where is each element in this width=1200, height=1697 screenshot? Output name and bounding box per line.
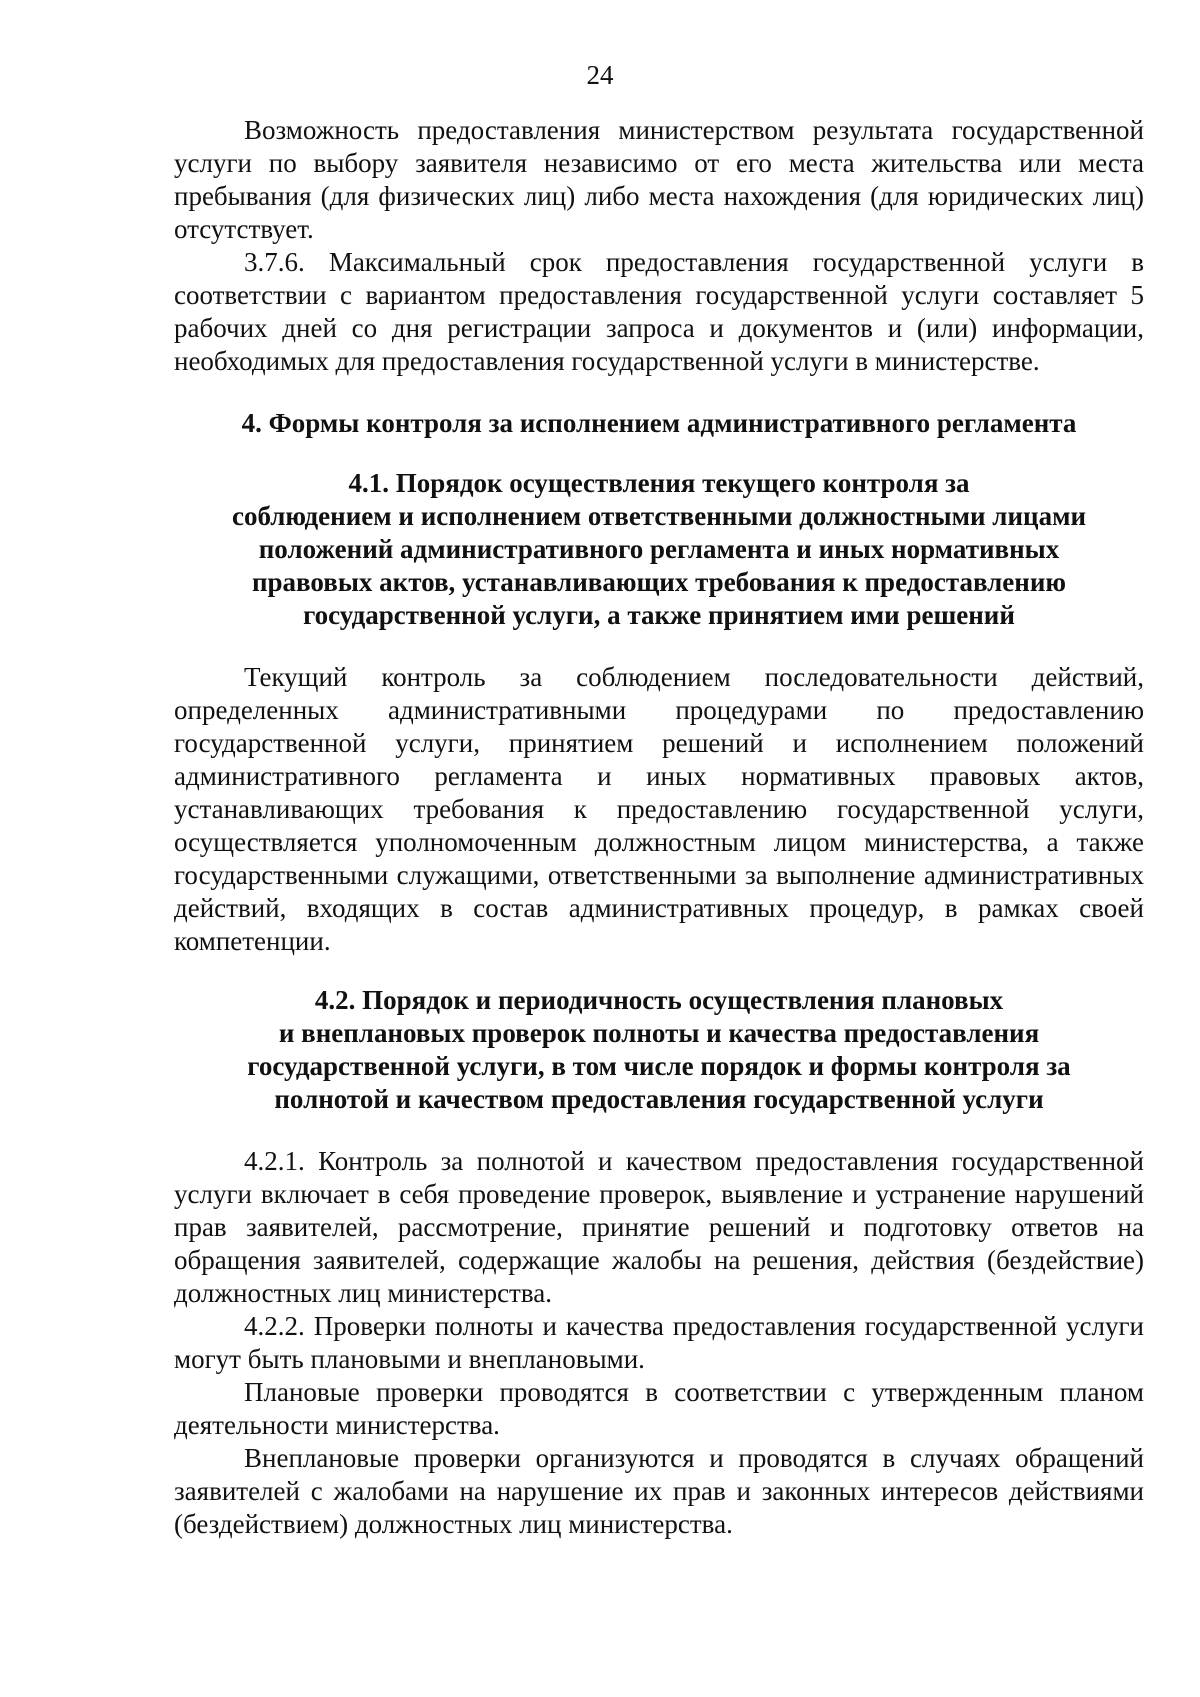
paragraph-unplanned-checks: Внеплановые проверки организуются и проводятся в случаях обращений заявителей с жалобами на нарушение их прав и законных интересов действиями (бездействием) должностных лиц министерства. bbox=[174, 1443, 1144, 1539]
heading-line: 4.1. Порядок осуществления текущего контроля за bbox=[348, 468, 970, 498]
heading-line: правовых актов, устанавливающих требования к предоставлению bbox=[251, 567, 1067, 597]
document-body bbox=[174, 114, 1144, 1541]
heading-line: 4.2. Порядок и периодичность осуществления плановых bbox=[314, 985, 1004, 1015]
paragraph-4-2-1: 4.2.1. Контроль за полнотой и качеством предоставления государственной услуги включает в себя проведение проверок, выявление и устранение нарушений прав заявителей, рассмотрение, принятие решений и подготовку ответов на обращения заявителей, содержащие жалобы на решения, действия (бездействие) должностных лиц министерства. bbox=[174, 1146, 1144, 1308]
chapter-heading-4: 4. Формы контроля за исполнением административного регламента bbox=[241, 408, 1077, 438]
paragraph-4-2-2: 4.2.2. Проверки полноты и качества предоставления государственной услуги могут быть плановыми и внеплановыми. bbox=[174, 1311, 1144, 1374]
heading-line: государственной услуги, в том числе порядок и формы контроля за bbox=[247, 1051, 1071, 1081]
section-heading-4-2 bbox=[174, 984, 1144, 1116]
heading-line: соблюдением и исполнением ответственными должностными лицами bbox=[231, 501, 1087, 531]
paragraph-current-control: Текущий контроль за соблюдением последовательности действий, определенных административными процедурами по предоставлению государственной услуги, принятием решений и исполнением положений административного регламента и иных нормативных правовых актов, устанавливающих требования к предоставлению государственной услуги, осуществляется уполномоченным должностным лицом министерства, а также государственными служащими, ответственными за выполнение административных действий, входящих в состав административных процедур, в рамках своей компетенции. bbox=[174, 662, 1144, 956]
paragraph-planned-checks: Плановые проверки проводятся в соответствии с утвержденным планом деятельности министерства. bbox=[174, 1377, 1144, 1440]
heading-line: положений административного регламента и иных нормативных bbox=[258, 534, 1060, 564]
paragraph-result-availability: Возможность предоставления министерством результата государственной услуги по выбору заявителя независимо от его места жительства или места пребывания (для физических лиц) либо места нахождения (для юридических лиц) отсутствует. bbox=[174, 115, 1144, 244]
heading-line: государственной услуги, а также принятием ими решений bbox=[303, 600, 1015, 630]
paragraph-3-7-6: 3.7.6. Максимальный срок предоставления государственной услуги в соответствии с вариантом предоставления государственной услуги составляет 5 рабочих дней со дня регистрации запроса и документов и (или) информации, необходимых для предоставления государственной услуги в министерстве. bbox=[174, 247, 1144, 376]
heading-line: полнотой и качеством предоставления государственной услуги bbox=[274, 1084, 1044, 1114]
heading-line: и внеплановых проверок полноты и качества предоставления bbox=[278, 1018, 1040, 1048]
section-heading-4-1 bbox=[174, 467, 1144, 632]
page-number: 24 bbox=[586, 60, 614, 90]
